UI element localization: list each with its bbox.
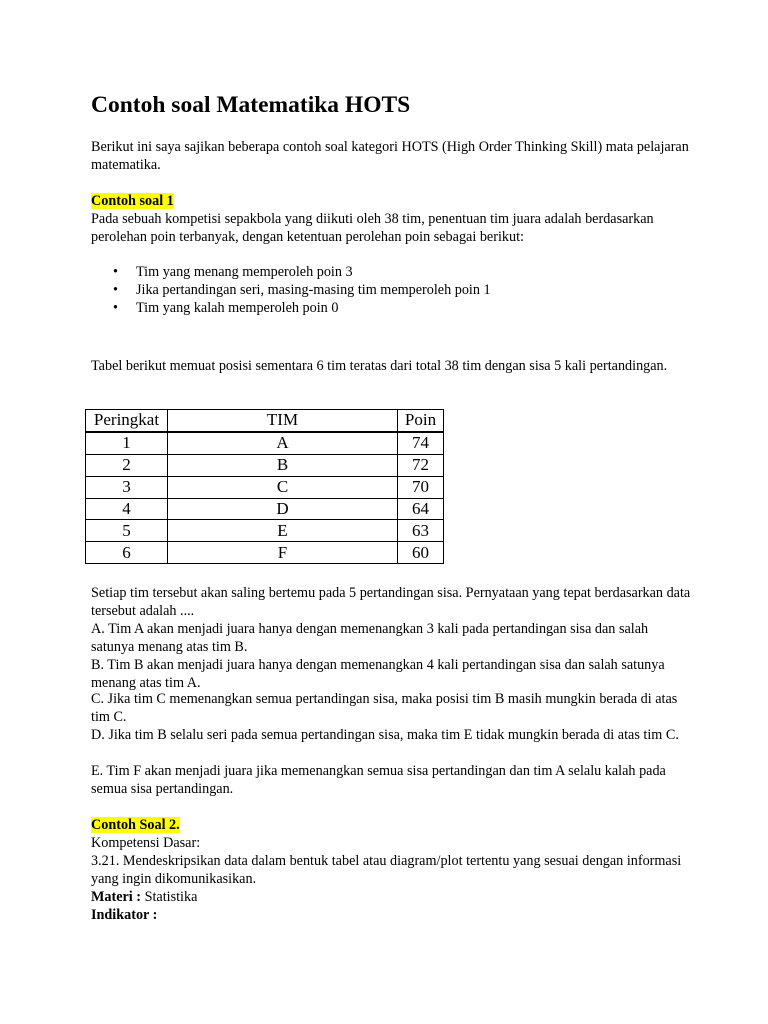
cell-poin: 60 [398, 542, 444, 564]
header-poin: Poin [398, 410, 444, 432]
materi-line [91, 888, 691, 906]
header-tim: TIM [168, 410, 398, 432]
cell-peringkat: 3 [86, 476, 168, 498]
bullet-icon: • [113, 264, 118, 280]
table-row [86, 454, 444, 476]
table-row [86, 542, 444, 564]
list-item: • Tim yang kalah memperoleh poin 0 [113, 300, 339, 317]
cell-tim: B [168, 454, 398, 476]
header-peringkat: Peringkat [86, 410, 168, 432]
materi-value: Statistika [141, 889, 198, 905]
option-a: A. Tim A akan menjadi juara hanya dengan memenangkan 3 kali pada pertandingan sisa dan salah satunya menang atas tim B. [91, 621, 649, 656]
cell-poin: 64 [398, 498, 444, 520]
table-row [86, 432, 444, 454]
cell-peringkat: 4 [86, 498, 168, 520]
list-item: • Tim yang menang memperoleh poin 3 [113, 264, 353, 280]
cell-peringkat: 1 [86, 432, 168, 454]
cell-peringkat: 5 [86, 520, 168, 542]
cell-poin: 74 [398, 432, 444, 454]
indikator-line [91, 906, 691, 924]
indikator-label: Indikator : [91, 907, 158, 923]
page-title: Contoh soal Matematika HOTS [91, 92, 411, 118]
cell-peringkat: 6 [86, 542, 168, 564]
cell-poin: 72 [398, 454, 444, 476]
soal1-text: Pada sebuah kompetisi sepakbola yang diikuti oleh 38 tim, penentuan tim juara adalah berdasarkan perolehan poin terbanyak, dengan ketentuan perolehan poin sebagai berikut: [91, 211, 654, 246]
cell-tim: C [168, 476, 398, 498]
cell-tim: D [168, 498, 398, 520]
cell-tim: E [168, 520, 398, 542]
option-d: D. Jika tim B selalu seri pada semua pertandingan sisa, maka tim E tidak mungkin berada di atas tim C. [91, 727, 679, 743]
list-item: • Jika pertandingan seri, masing-masing tim memperoleh poin 1 [113, 282, 491, 299]
bullet-icon: • [113, 300, 118, 317]
option-b: B. Tim B akan menjadi juara hanya dengan memenangkan 4 kali pertandingan sisa dan salah satunya menang atas tim A. [91, 657, 665, 692]
table-row [86, 498, 444, 520]
cell-peringkat: 2 [86, 454, 168, 476]
table-row [86, 520, 444, 542]
soal1-label-line [91, 192, 691, 210]
option-e: E. Tim F akan menjadi juara jika memenangkan semua sisa pertandingan dan tim A selalu kalah pada semua sisa pertandingan. [91, 763, 666, 798]
table-header-row [86, 410, 444, 432]
ranking-table [85, 409, 444, 564]
cell-poin: 70 [398, 476, 444, 498]
kd-text: 3.21. Mendeskripsikan data dalam bentuk tabel atau diagram/plot tertentu yang sesuai dengan informasi yang ingin dikomunikasikan. [91, 853, 682, 888]
bullet-icon: • [113, 282, 118, 299]
cell-poin: 63 [398, 520, 444, 542]
cell-tim: A [168, 432, 398, 454]
cell-tim: F [168, 542, 398, 564]
kd-label: Kompetensi Dasar: [91, 835, 201, 851]
soal2-label-line [91, 816, 691, 834]
option-c: C. Jika tim C memenangkan semua pertandingan sisa, maka posisi tim B masih mungkin berada di atas tim C. [91, 691, 678, 726]
intro-paragraph: Berikut ini saya sajikan beberapa contoh soal kategori HOTS (High Order Thinking Skill) mata pelajaran matematika. [91, 139, 689, 174]
materi-label: Materi : [91, 889, 142, 905]
table-row [86, 476, 444, 498]
soal1-label: Contoh soal 1 [91, 193, 174, 209]
soal2-label: Contoh Soal 2. [91, 817, 180, 833]
rules-list [91, 263, 491, 318]
question-text: Setiap tim tersebut akan saling bertemu pada 5 pertandingan sisa. Pernyataan yang tepat berdasarkan data tersebut adalah .... [91, 585, 691, 620]
table-intro: Tabel berikut memuat posisi sementara 6 tim teratas dari total 38 tim dengan sisa 5 kali pertandingan. [91, 358, 668, 374]
